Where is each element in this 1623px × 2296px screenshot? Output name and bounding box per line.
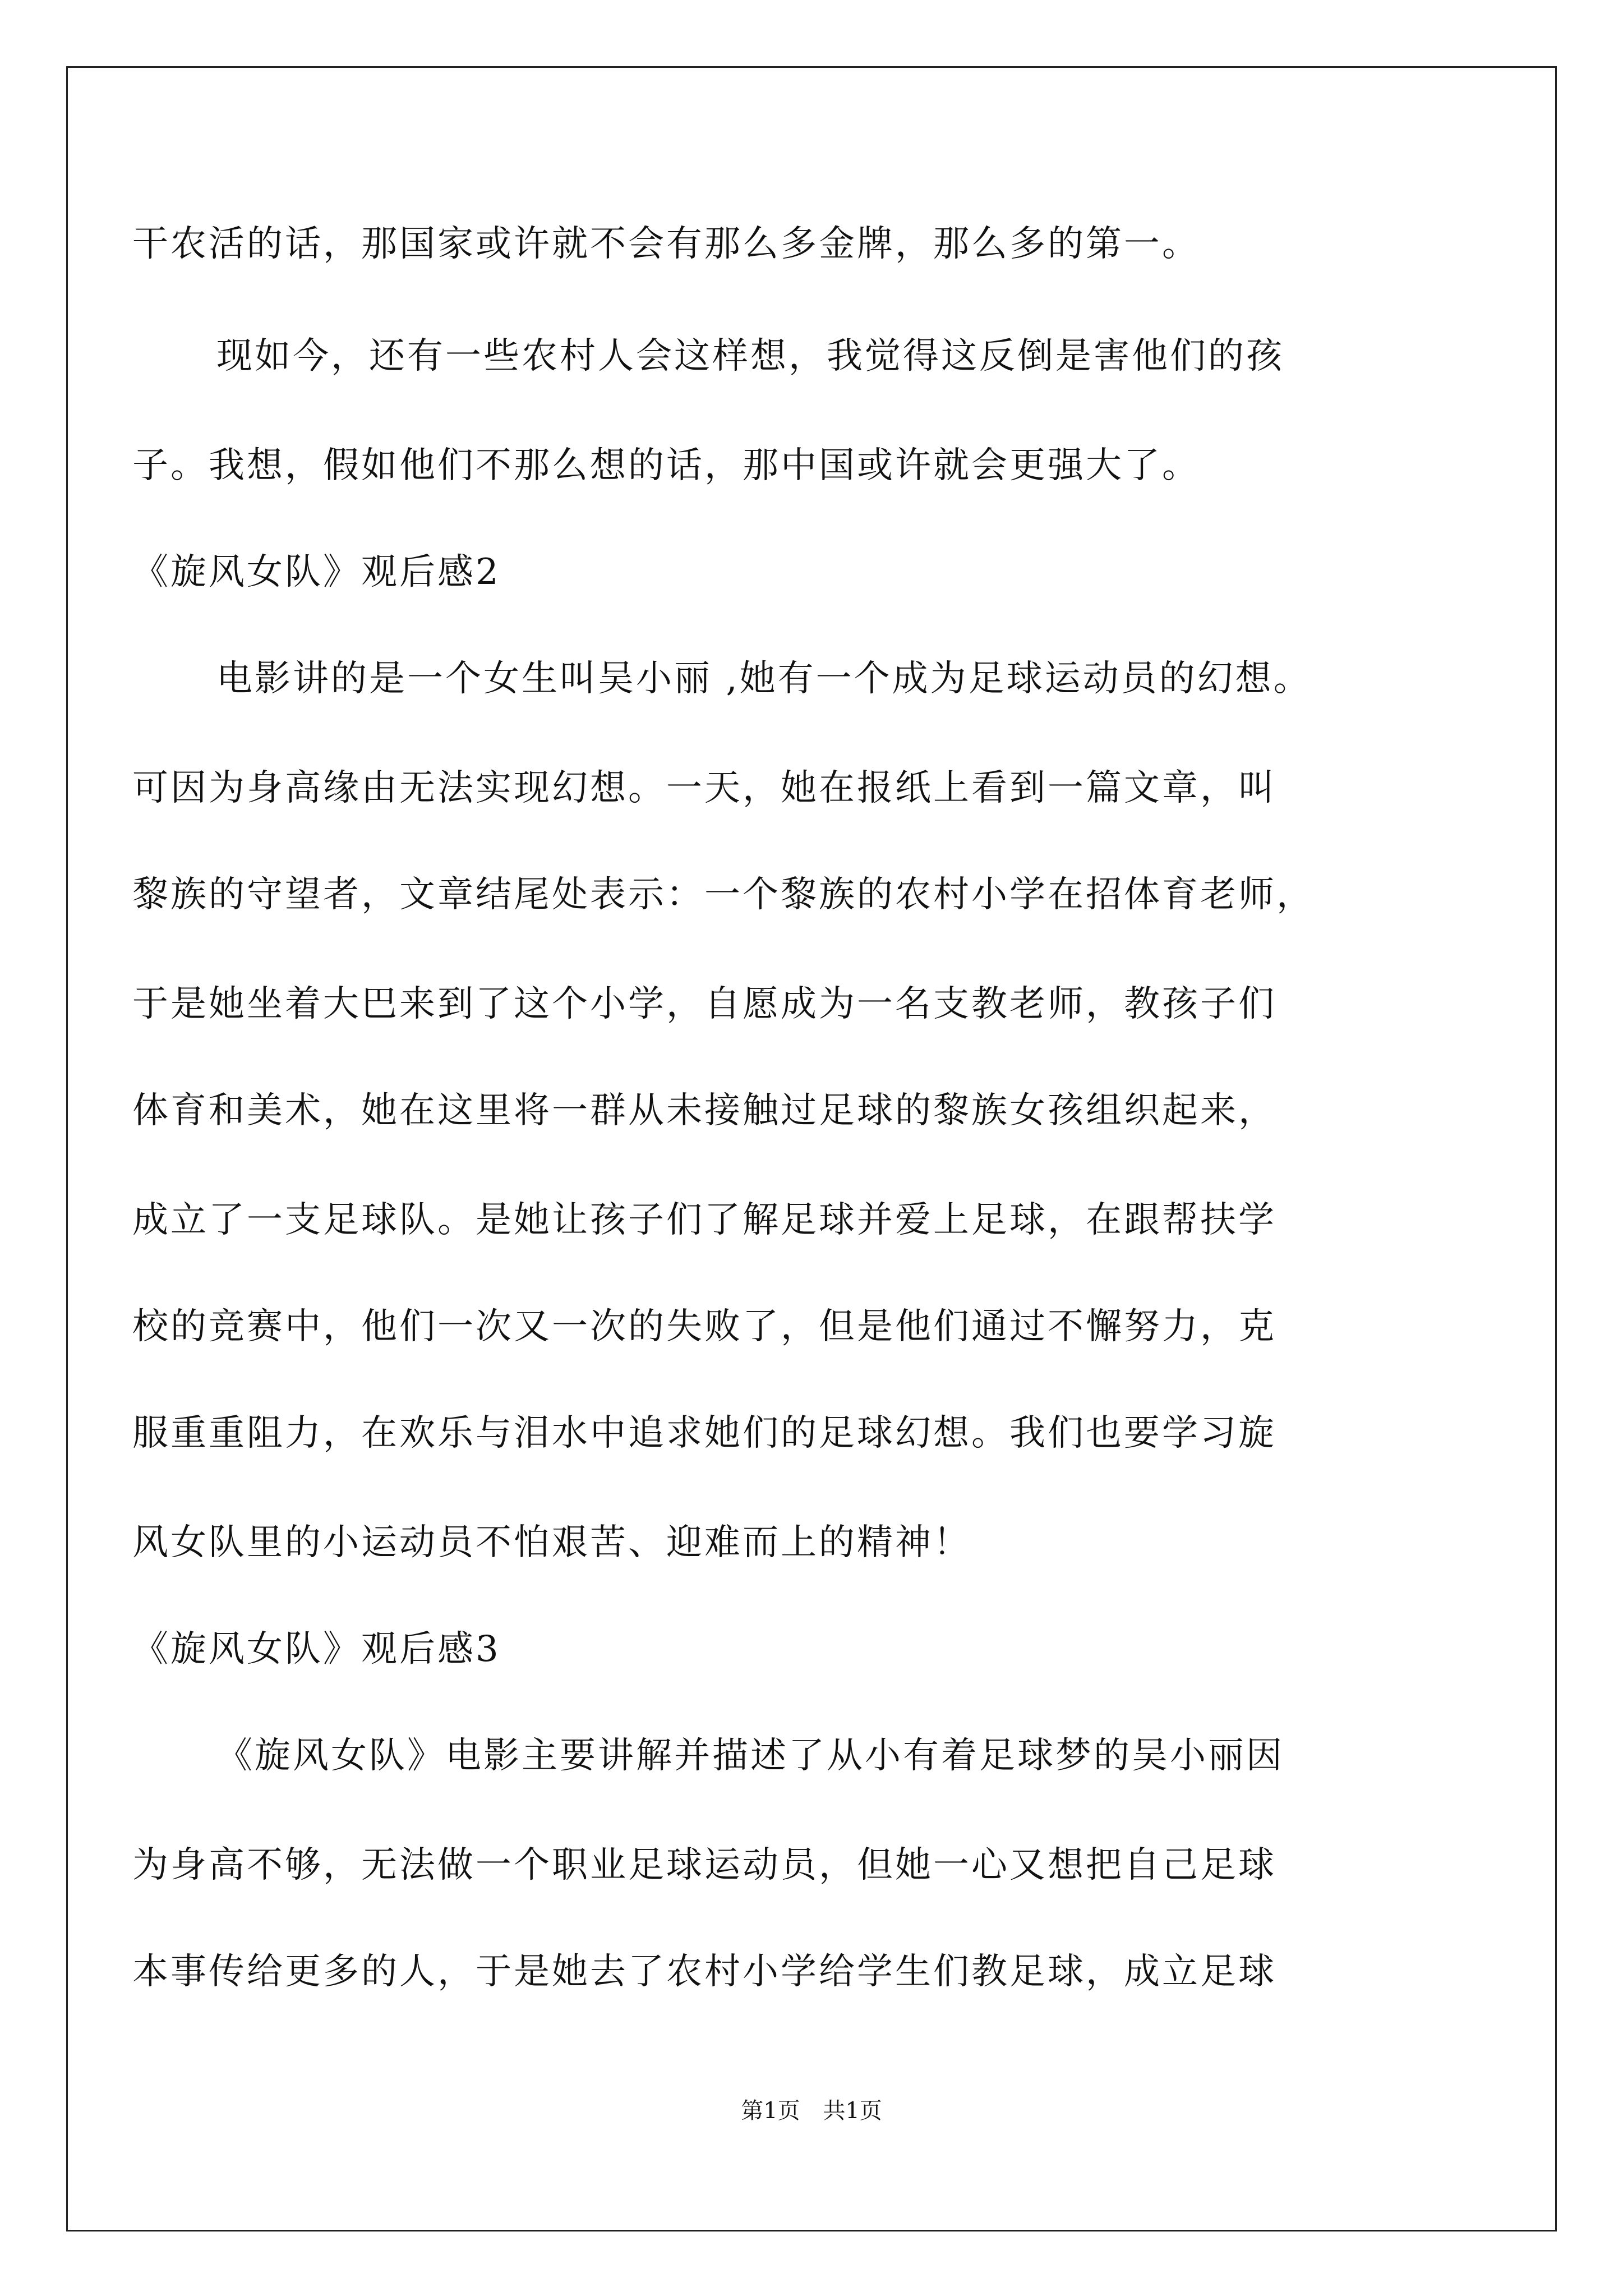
text-line: 为身高不够，无法做一个职业足球运动员，但她一心又想把自己足球 <box>132 1844 1276 1886</box>
page-border <box>66 66 1557 2231</box>
text-line: 子。我想，假如他们不那么想的话，那中国或许就会更强大了。 <box>132 445 1200 486</box>
section-heading: 《旋风女队》观后感3 <box>132 1628 501 1670</box>
paragraph-first-line: 《旋风女队》电影主要讲解并描述了从小有着足球梦的吴小丽因 <box>216 1735 1284 1777</box>
text-line: 校的竞赛中，他们一次又一次的失败了，但是他们通过不懈努力，克 <box>132 1306 1276 1347</box>
page-footer <box>0 2097 1623 2125</box>
paragraph-first-line: 电影讲的是一个女生叫吴小丽 ,她有一个成为足球运动员的幻想。 <box>216 658 1312 700</box>
paragraph-first-line: 现如今，还有一些农村人会这样想，我觉得这反倒是害他们的孩 <box>216 335 1284 377</box>
text-line: 成立了一支足球队。是她让孩子们了解足球并爱上足球，在跟帮扶学 <box>132 1199 1276 1241</box>
text-line: 体育和美术，她在这里将一群从未接触过足球的黎族女孩组织起来， <box>132 1090 1276 1131</box>
text-line: 服重重阻力，在欢乐与泪水中追求她们的足球幻想。我们也要学习旋 <box>132 1412 1276 1454</box>
page-number: 第1页 <box>741 2098 800 2124</box>
section-heading: 《旋风女队》观后感2 <box>132 551 501 593</box>
text-line: 黎族的守望者，文章结尾处表示：一个黎族的农村小学在招体育老师， <box>132 874 1315 915</box>
text-line: 可因为身高缘由无法实现幻想。一天，她在报纸上看到一篇文章，叫 <box>132 767 1276 809</box>
text-line: 于是她坐着大巴来到了这个小学，自愿成为一名支教老师，教孩子们 <box>132 983 1276 1025</box>
text-line: 干农活的话，那国家或许就不会有那么多金牌，那么多的第一。 <box>132 223 1200 265</box>
page-total: 共1页 <box>823 2098 882 2124</box>
text-line: 本事传给更多的人，于是她去了农村小学给学生们教足球，成立足球 <box>132 1951 1276 1993</box>
text-line: 风女队里的小运动员不怕艰苦、迎难而上的精神！ <box>132 1522 971 1563</box>
